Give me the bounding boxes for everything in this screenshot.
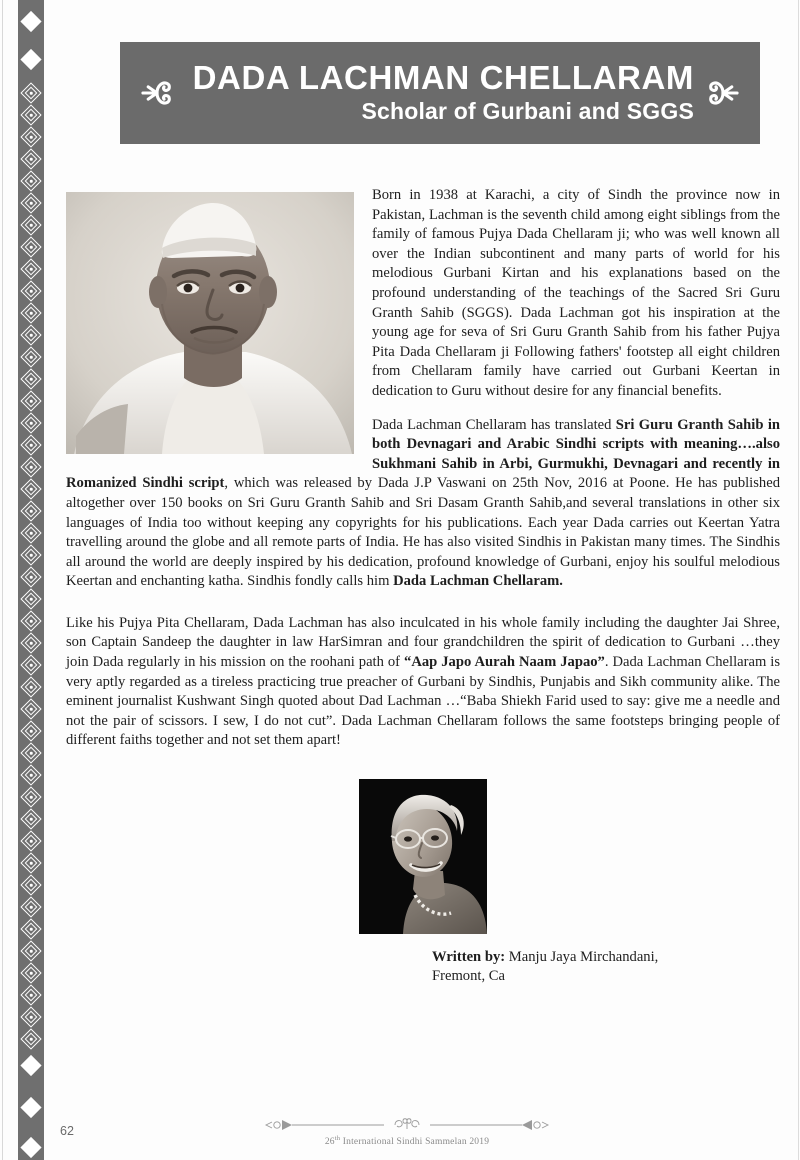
border-lozenge-dot [30, 466, 33, 469]
border-lozenge-dot [30, 1016, 33, 1019]
border-lozenge [18, 170, 44, 192]
border-lozenge [18, 676, 44, 698]
border-lozenge [18, 280, 44, 302]
para3-text-b: . Dada Lachman Chellaram is very aptly regarded as a tireless practicing true preacher of Gurbani by Sindhis, Punjabis and Sikh community alike. The eminent journalist Kushwant Singh quoted about Dad Lachman …“Baba Shiekh Farid used to say: give me a needle and not the pair of scissors. I sew, I do not cut”. Dada Lachman Chellaram follows the same footsteps bringing people of different faiths together and not set them apart! [66, 654, 781, 749]
border-lozenge [18, 1028, 44, 1050]
border-lozenge-dot [30, 554, 33, 557]
decorative-left-border [18, 0, 44, 1160]
paragraph-1: Born in 1938 at Karachi, a city of Sindh the province now in Pakistan, Lachman is the seventh child among eight siblings from the family of famous Pujya Dada Chellaram ji; who was well known all over the Indian subcontinent and many parts of world for his melodious Gurbani Kirtan and his explanations based on the profound understanding of the teachings of the Sacred Sri Guru Granth Sahib (SGGS). Dada Lachman got his inspiration at the young age for seva of Sri Guru Granth Sahib from his father Pujya Pita Dada Chellaram ji Following fathers' footstep all eight children from Chellaram family have carried out Gurbani Keertan in dedication to Guru without desire for any financial benefits. [372, 187, 780, 399]
article-content [66, 186, 780, 986]
border-lozenge-dot [30, 114, 33, 117]
border-lozenge-dot [30, 818, 33, 821]
border-lozenge-dot [30, 994, 33, 997]
para2-bold-b: Dada Lachman Chellaram. [393, 573, 563, 590]
border-lozenge-dot [30, 312, 33, 315]
border-lozenge-dot [30, 224, 33, 227]
byline [432, 948, 780, 986]
border-lozenge-dot [30, 1038, 33, 1041]
byline-author: Manju Jaya Mirchandani, [505, 949, 659, 966]
border-lozenge [18, 148, 44, 170]
border-lozenge-dot [30, 246, 33, 249]
border-lozenge [18, 940, 44, 962]
border-lozenge [18, 720, 44, 742]
border-lozenge-dot [30, 620, 33, 623]
border-lozenge-dot [30, 334, 33, 337]
border-lozenge-dot [30, 202, 33, 205]
border-lozenge [18, 82, 44, 104]
border-lozenge-dot [30, 686, 33, 689]
border-lozenge [18, 126, 44, 148]
border-lozenge [18, 918, 44, 940]
border-lozenge [18, 236, 44, 258]
border-lozenge [18, 324, 44, 346]
border-lozenge-dot [30, 950, 33, 953]
border-lozenge-dot [30, 356, 33, 359]
border-lozenge-dot [30, 972, 33, 975]
border-lozenge-dot [30, 510, 33, 513]
border-lozenge [18, 786, 44, 808]
paragraph-spacer-large [66, 592, 780, 614]
para2-text-a: Dada Lachman Chellaram has translated [372, 416, 616, 433]
border-lozenge [18, 346, 44, 368]
border-lozenge-dot [30, 796, 33, 799]
border-lozenge [18, 302, 44, 324]
border-lozenge-dot [30, 752, 33, 755]
border-lozenge [18, 566, 44, 588]
border-lozenge [18, 984, 44, 1006]
border-lozenge [18, 808, 44, 830]
author-photo-row [66, 751, 780, 934]
page-number: 62 [60, 1124, 74, 1138]
border-lozenge [18, 456, 44, 478]
footer-caption-rest: International Sindhi Sammelan 2019 [340, 1137, 490, 1148]
border-lozenge-dot [30, 576, 33, 579]
border-lozenge-dot [30, 92, 33, 95]
page-subtitle: Scholar of Gurbani and SGGS [361, 97, 694, 124]
paragraph-3 [66, 614, 780, 751]
header-titles [180, 58, 700, 126]
border-lozenge-dot [30, 928, 33, 931]
border-lozenge [18, 478, 44, 500]
border-lozenge-dot [30, 774, 33, 777]
para3-bold-a: “Aap Japo Aurah Naam Japao” [404, 654, 605, 671]
border-lozenge [18, 434, 44, 456]
footer-rule [262, 1116, 552, 1147]
border-lozenge [18, 962, 44, 984]
border-lozenge [18, 830, 44, 852]
footer-caption-ordinal: th [334, 1135, 341, 1142]
border-lozenge-dot [30, 840, 33, 843]
byline-label: Written by: [432, 949, 506, 966]
border-lozenge-dot [30, 378, 33, 381]
page-title: DADA LACHMAN CHELLARAM [192, 58, 694, 96]
border-lozenge-dot [30, 642, 33, 645]
footer-caption [325, 1135, 489, 1147]
floral-flourish-ornament-right [700, 70, 746, 116]
border-lozenge [18, 610, 44, 632]
border-lozenge [18, 390, 44, 412]
border-lozenge-dot [30, 884, 33, 887]
border-lozenge-dot [30, 400, 33, 403]
border-lozenge [18, 104, 44, 126]
para2-text-b: , which was released by Dada J.P Vaswani on 25th Nov, 2016 at Poone. He has published altogether over 150 books on Sri Guru Granth Sahib and Sri Dasam Granth Sahib,and several translations in other six languages of India too without keeping any copyrights for his publications. Each year Dada carries out Keertan Yatra travelling around the globe and all remote parts of India. He has also visited Sindhis in Pakistan many times. The Sindhis all around the world are deeply inspired by his dedication, profound knowledge of Gurbani, enjoy his soulful melodious Keertan and enchanting katha. Sindhis fondly calls him [66, 475, 780, 590]
border-lozenge-dot [30, 708, 33, 711]
border-lozenge-dot [30, 488, 33, 491]
page-footer [0, 1096, 800, 1160]
border-lozenge [18, 412, 44, 434]
border-lozenge-dot [30, 664, 33, 667]
border-lozenge [18, 368, 44, 390]
border-lozenge-dot [30, 444, 33, 447]
border-lozenge-dot [30, 180, 33, 183]
border-lozenge-dot [30, 730, 33, 733]
border-lozenge [18, 588, 44, 610]
scan-edge-right [798, 0, 799, 1160]
border-lozenge [18, 874, 44, 896]
border-lozenge [18, 192, 44, 214]
border-lozenge-dot [30, 158, 33, 161]
border-lozenge-dot [30, 862, 33, 865]
border-lozenge [18, 698, 44, 720]
border-lozenge-dot [30, 136, 33, 139]
page-header-banner [120, 42, 760, 144]
byline-location: Fremont, Ca [432, 968, 505, 985]
border-lozenge [18, 1006, 44, 1028]
scan-edge-left [2, 0, 3, 1160]
footer-caption-prefix: 26 [324, 1137, 335, 1148]
border-lozenge [18, 632, 44, 654]
border-lozenge [18, 500, 44, 522]
border-lozenge [18, 258, 44, 280]
border-lozenge [18, 852, 44, 874]
border-lozenge-dot [30, 598, 33, 601]
border-lozenge [18, 896, 44, 918]
border-lozenge [18, 742, 44, 764]
border-lozenge [18, 214, 44, 236]
border-lozenge-dot [30, 906, 33, 909]
border-lozenge-dot [30, 268, 33, 271]
para3-text-a: Like his Pujya Pita Chellaram, Dada Lachman has also inculcated in his whole family including the daughter Jai Shree, son Captain Sandeep the daughter in law HarSimran and four grandchildren the spirit of dedication to Gurbani …they join Dada regularly in his mission on the roohani path of [66, 614, 780, 671]
border-lozenge [18, 544, 44, 566]
portrait-manju-jaya-mirchandani [359, 779, 487, 934]
border-lozenge [18, 654, 44, 676]
portrait-dada-lachman-chellaram [66, 192, 354, 454]
floral-flourish-ornament-left [134, 70, 180, 116]
footer-scroll-rule-icon [262, 1116, 552, 1134]
border-lozenge-dot [30, 422, 33, 425]
border-lozenge-dot [30, 290, 33, 293]
border-lozenge-dot [30, 532, 33, 535]
border-lozenge [18, 522, 44, 544]
border-lozenge [18, 764, 44, 786]
para2-bold-a: Sri Guru Granth Sahib in both Devnagari and Arabic Sindhi scripts with meaning….also Sukhmani Sahib in Arbi, Gurmukhi, Devnagari and recently in Romanized Sindhi script [66, 416, 780, 492]
